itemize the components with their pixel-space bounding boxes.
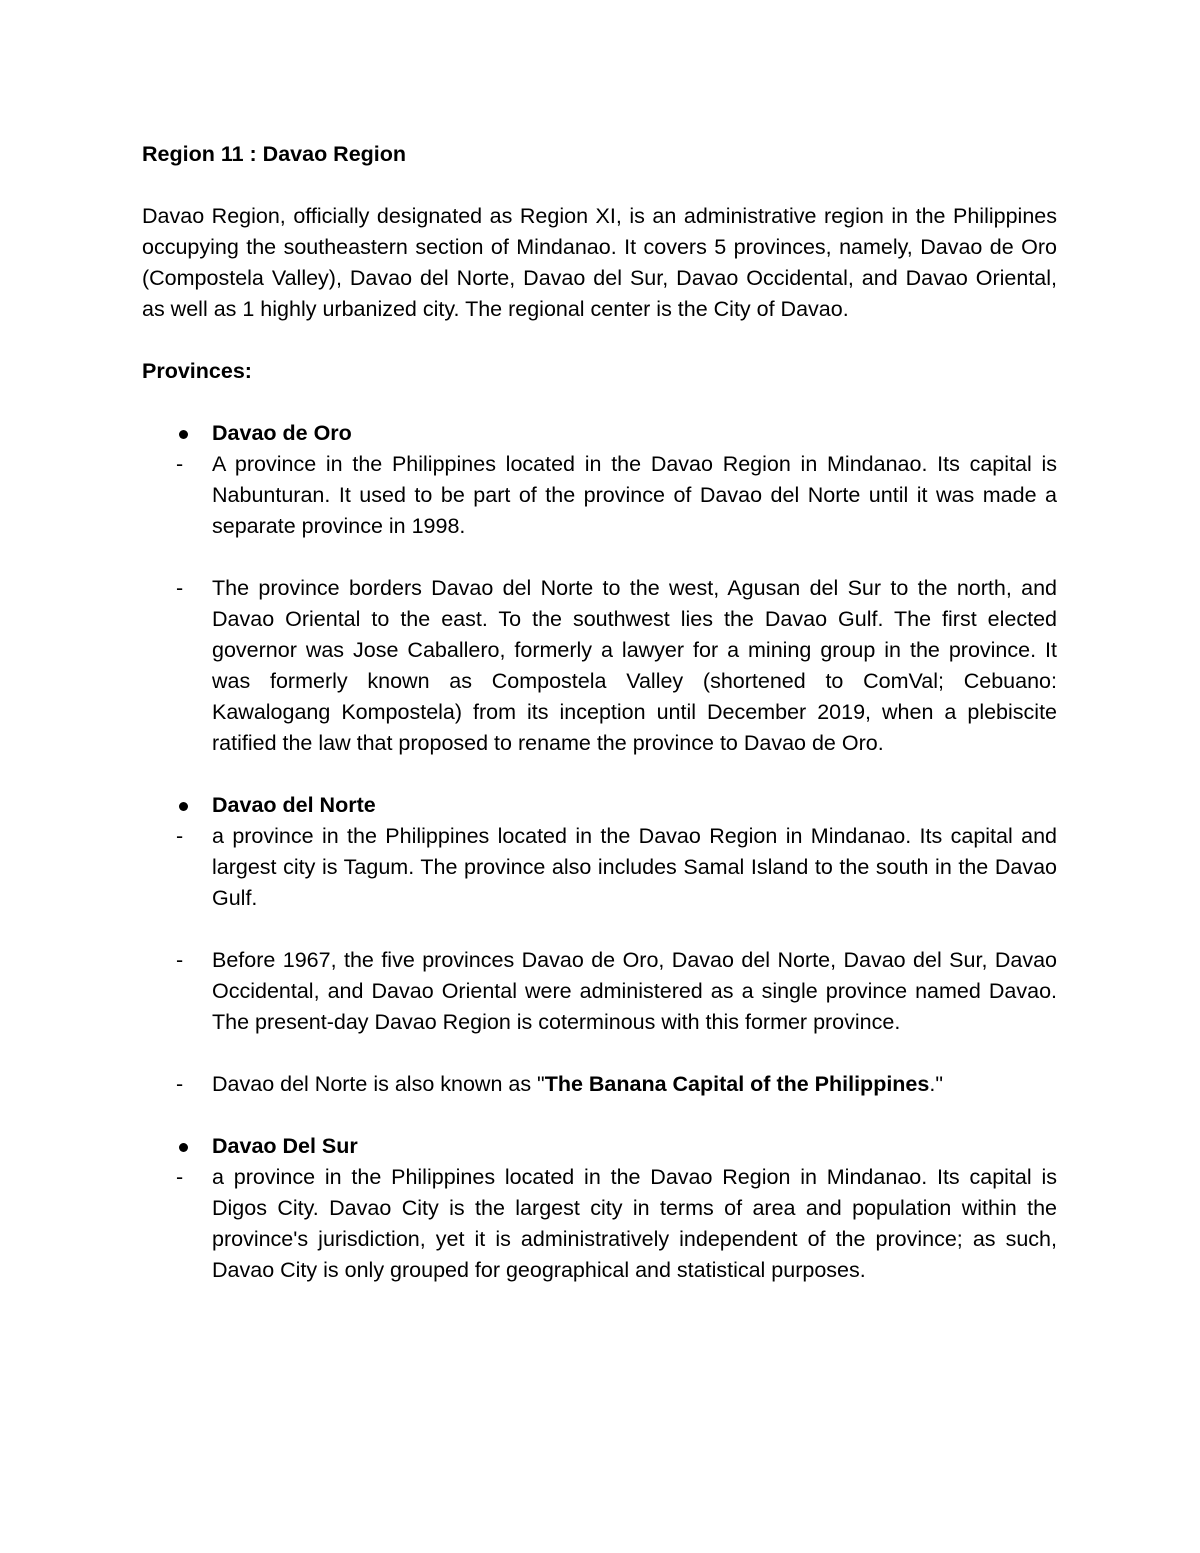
list-item-text: A province in the Philippines located in the Davao Region in Mindanao. Its capital is Nabunturan. It used to be part of the province of Davao del Norte until it was made a separate province in 1998.	[212, 452, 1057, 538]
province-heading	[142, 1131, 1057, 1162]
list-item	[142, 821, 1057, 914]
provinces-heading: Provinces:	[142, 359, 252, 383]
list-item-text: Before 1967, the five provinces Davao de Oro, Davao del Norte, Davao del Sur, Davao Occidental, and Davao Oriental were administered as a single province named Davao. The present-day Davao Region is coterminous with this former province.	[212, 948, 1057, 1034]
intro-paragraph: Davao Region, officially designated as Region XI, is an administrative region in the Philippines occupying the southeastern section of Mindanao. It covers 5 provinces, namely, Davao de Oro (Compostela Valley), Davao del Norte, Davao del Sur, Davao Occidental, and Davao Oriental, as well as 1 highly urbanized city. The regional center is the City of Davao.	[142, 204, 1057, 321]
nickname-bold: The Banana Capital of the Philippines	[544, 1072, 930, 1096]
dash-marker: -	[176, 824, 184, 848]
list-item-text: a province in the Philippines located in the Davao Region in Mindanao. Its capital and largest city is Tagum. The province also includes Samal Island to the south in the Davao Gulf.	[212, 824, 1057, 910]
province-heading	[142, 418, 1057, 449]
dash-marker: -	[176, 1072, 184, 1096]
list-item	[142, 573, 1057, 759]
dash-marker: -	[176, 576, 184, 600]
bullet-icon	[179, 802, 188, 811]
bullet-icon	[179, 1143, 188, 1152]
province-name: Davao Del Sur	[212, 1134, 358, 1158]
nickname-prefix: Davao del Norte is also known as "	[212, 1072, 545, 1096]
province-davao-del-norte	[142, 790, 1057, 1100]
list-item	[142, 1162, 1057, 1286]
nickname-suffix: ."	[929, 1072, 943, 1096]
document-title: Region 11 : Davao Region	[142, 142, 407, 166]
dash-marker: -	[176, 948, 184, 972]
list-item-text: The province borders Davao del Norte to the west, Agusan del Sur to the north, and Davao Oriental to the east. To the southwest lies the Davao Gulf. The first elected governor was Jose Caballero, formerly a lawyer for a mining group in the province. It was formerly known as Compostela Valley (shortened to ComVal; Cebuano: Kawalogang Kompostela) from its inception until December 2019, when a plebiscite ratified the law that proposed to rename the province to Davao de Oro.	[212, 576, 1057, 755]
list-item-nickname	[142, 1069, 1057, 1100]
province-heading	[142, 790, 1057, 821]
dash-marker: -	[176, 1165, 184, 1189]
province-davao-de-oro	[142, 418, 1057, 759]
list-item	[142, 449, 1057, 542]
province-name: Davao del Norte	[212, 793, 376, 817]
bullet-icon	[179, 430, 188, 439]
dash-marker: -	[176, 452, 184, 476]
list-item-text: a province in the Philippines located in the Davao Region in Mindanao. Its capital is Digos City. Davao City is the largest city in terms of area and population within the province's jurisdiction, yet it is administratively independent of the province; as such, Davao City is only grouped for geographical and statistical purposes.	[212, 1165, 1057, 1282]
province-name: Davao de Oro	[212, 421, 352, 445]
list-item	[142, 945, 1057, 1038]
province-davao-del-sur	[142, 1131, 1057, 1286]
